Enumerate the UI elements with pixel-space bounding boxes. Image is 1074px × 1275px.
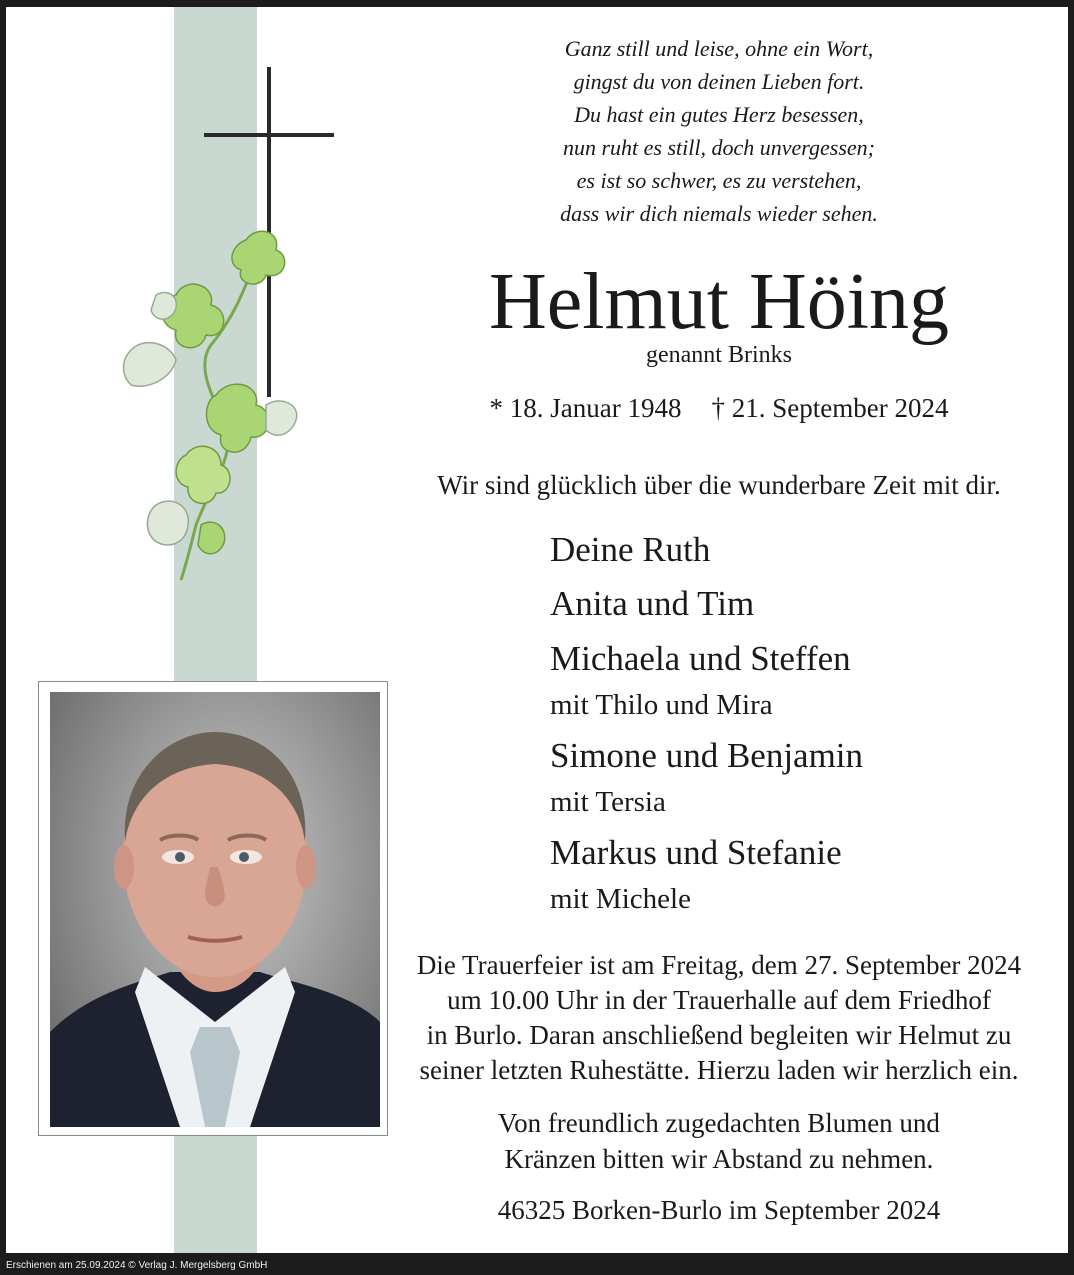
deceased-name: Helmut Höing [489, 258, 949, 346]
mourner-name: Markus und Stefanie [550, 833, 842, 872]
flowers-line: Von freundlich zugedachten Blumen und [498, 1108, 940, 1138]
flowers-line: Kränzen bitten wir Abstand zu nehmen. [504, 1144, 934, 1174]
service-line: in Burlo. Daran anschließend begleiten wir Helmut zu [426, 1020, 1012, 1050]
mourner-name: Anita und Tim [550, 584, 755, 623]
publication-footer: Erschienen am 25.09.2024 © Verlag J. Mergelsberg GmbH [6, 1260, 268, 1271]
poem-line: Ganz still und leise, ohne ein Wort, [564, 36, 874, 61]
deceased-alias: genannt Brinks [646, 342, 792, 368]
poem-line: Du hast ein gutes Herz besessen, [574, 102, 864, 127]
birth-date: * 18. Januar 1948 [489, 393, 682, 423]
mourner-name: Michaela und Steffen [550, 639, 851, 678]
mourner-name: Simone und Benjamin [550, 736, 864, 775]
mourner-children: mit Michele [550, 883, 691, 915]
death-date: † 21. September 2024 [711, 393, 949, 423]
mourner-name: Deine Ruth [550, 530, 711, 569]
portrait-frame [38, 681, 388, 1136]
poem-line: es ist so schwer, es zu verstehen, [576, 168, 862, 193]
service-line: um 10.00 Uhr in der Trauerhalle auf dem Friedhof [447, 985, 991, 1015]
poem-line: nun ruht es still, doch unvergessen; [562, 135, 876, 160]
obituary-notice [6, 7, 1068, 1253]
mourner-children: mit Thilo und Mira [550, 689, 773, 721]
service-line: seiner letzten Ruhestätte. Hierzu laden wir herzlich ein. [419, 1055, 1019, 1085]
portrait-photo [50, 692, 380, 1127]
motto: Wir sind glücklich über die wunderbare Zeit mit dir. [437, 470, 1001, 500]
service-line: Die Trauerfeier ist am Freitag, dem 27. September 2024 [416, 950, 1022, 980]
poem-line: gingst du von deinen Lieben fort. [573, 69, 865, 94]
poem [406, 32, 1032, 230]
poem-line: dass wir dich niemals wieder sehen. [560, 201, 878, 226]
place-and-date: 46325 Borken-Burlo im September 2024 [497, 1195, 941, 1225]
funeral-service-info [386, 948, 1052, 1088]
ivy-decoration [116, 225, 316, 585]
mourner-children: mit Tersia [550, 786, 666, 818]
life-dates [396, 391, 1042, 425]
flowers-note [386, 1105, 1052, 1177]
